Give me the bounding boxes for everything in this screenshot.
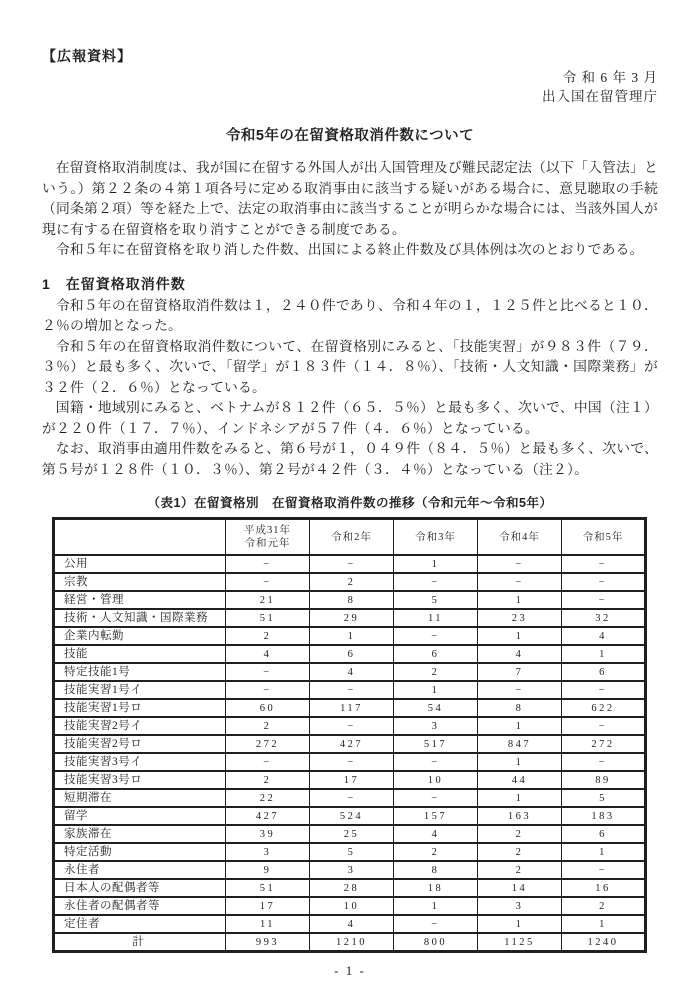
table1-row <box>54 897 646 915</box>
value-cell: − <box>226 573 310 591</box>
value-cell: 1 <box>310 627 394 645</box>
row-label-cell: 留学 <box>54 807 226 825</box>
value-cell: − <box>478 555 562 573</box>
value-cell: 2 <box>478 861 562 879</box>
value-cell: − <box>226 663 310 681</box>
table1-row <box>54 699 646 717</box>
year-column-header: 平成31年 令和元年 <box>226 519 310 556</box>
date-agency-block <box>42 68 658 106</box>
table1-row <box>54 753 646 771</box>
section1-paragraphs <box>42 296 658 481</box>
document-date: 令 和 6 年 3 月 <box>562 70 658 85</box>
value-cell: 2 <box>310 573 394 591</box>
value-cell: 1210 <box>310 933 394 952</box>
value-cell: − <box>310 681 394 699</box>
value-cell: 3 <box>394 717 478 735</box>
value-cell: 3 <box>478 897 562 915</box>
value-cell: 21 <box>226 591 310 609</box>
table1-row <box>54 663 646 681</box>
row-label-cell: 技術・人文知識・国際業務 <box>54 609 226 627</box>
value-cell: 2 <box>478 825 562 843</box>
value-cell: 2 <box>562 897 646 915</box>
year-column-header: 令和2年 <box>310 519 394 556</box>
value-cell: 11 <box>226 915 310 933</box>
value-cell: − <box>394 915 478 933</box>
row-label-cell: 家族滞在 <box>54 825 226 843</box>
value-cell: 427 <box>226 807 310 825</box>
table1-row <box>54 645 646 663</box>
value-cell: − <box>562 681 646 699</box>
value-cell: 54 <box>394 699 478 717</box>
page-number: - 1 - <box>334 963 366 978</box>
value-cell: 1 <box>478 915 562 933</box>
table1-row <box>54 915 646 933</box>
table1-caption: （表1）在留資格別 在留資格取消件数の推移（令和元年～令和5年） <box>147 496 553 510</box>
value-cell: 6 <box>394 645 478 663</box>
value-cell: 1125 <box>478 933 562 952</box>
table1-row <box>54 627 646 645</box>
value-cell: 2 <box>226 771 310 789</box>
value-cell: 5 <box>310 843 394 861</box>
table1-total-row <box>54 933 646 952</box>
row-label-cell: 企業内転勤 <box>54 627 226 645</box>
row-label-cell: 公用 <box>54 555 226 573</box>
value-cell: 7 <box>478 663 562 681</box>
year-column-header: 令和4年 <box>478 519 562 556</box>
table1-header-row <box>54 519 646 556</box>
value-cell: 1 <box>394 681 478 699</box>
row-label-cell: 計 <box>54 933 226 952</box>
press-material-label: 【広報資料】 <box>42 48 132 64</box>
value-cell: 1 <box>394 897 478 915</box>
table1-row <box>54 843 646 861</box>
row-label-cell: 技能実習1号ロ <box>54 699 226 717</box>
row-label-cell: 日本人の配偶者等 <box>54 879 226 897</box>
value-cell: 2 <box>394 663 478 681</box>
row-label-cell: 永住者の配偶者等 <box>54 897 226 915</box>
row-label-cell: 技能実習3号イ <box>54 753 226 771</box>
value-cell: 28 <box>310 879 394 897</box>
value-cell: − <box>310 717 394 735</box>
row-label-cell: 技能 <box>54 645 226 663</box>
value-cell: 17 <box>226 897 310 915</box>
row-label-cell: 技能実習3号ロ <box>54 771 226 789</box>
value-cell: 517 <box>394 735 478 753</box>
value-cell: 6 <box>562 663 646 681</box>
value-cell: 427 <box>310 735 394 753</box>
value-cell: 6 <box>562 825 646 843</box>
value-cell: 622 <box>562 699 646 717</box>
table1-row <box>54 609 646 627</box>
value-cell: 5 <box>562 789 646 807</box>
table1-row <box>54 735 646 753</box>
table1-row <box>54 573 646 591</box>
value-cell: 17 <box>310 771 394 789</box>
value-cell: 39 <box>226 825 310 843</box>
row-label-cell: 定住者 <box>54 915 226 933</box>
table1-row <box>54 771 646 789</box>
value-cell: 1 <box>562 843 646 861</box>
value-cell: − <box>394 753 478 771</box>
value-cell: 14 <box>478 879 562 897</box>
table1-row <box>54 861 646 879</box>
row-label-cell: 技能実習2号イ <box>54 717 226 735</box>
table1-header <box>54 519 646 556</box>
value-cell: 4 <box>478 645 562 663</box>
table1-row <box>54 807 646 825</box>
value-cell: 1 <box>478 591 562 609</box>
value-cell: − <box>478 681 562 699</box>
row-label-cell: 永住者 <box>54 861 226 879</box>
row-label-cell: 特定技能1号 <box>54 663 226 681</box>
revocation-count-table <box>52 517 647 953</box>
page-title: 令和5年の在留資格取消件数について <box>225 128 475 144</box>
table1-row <box>54 591 646 609</box>
value-cell: − <box>226 555 310 573</box>
section1-heading: 1 在留資格取消件数 <box>42 275 186 292</box>
value-cell: 25 <box>310 825 394 843</box>
value-cell: 2 <box>394 843 478 861</box>
value-cell: 4 <box>226 645 310 663</box>
paragraph: なお、取消事由適用件数をみると、第６号が１，０４９件（８４．５％）と最も多く、次いで、第５号が１２８件（１０．３％）、第２号が４２件（３．４％）となっている（注２）。 <box>42 441 658 477</box>
value-cell: 23 <box>478 609 562 627</box>
value-cell: 11 <box>394 609 478 627</box>
value-cell: 3 <box>226 843 310 861</box>
value-cell: 4 <box>310 915 394 933</box>
value-cell: 16 <box>562 879 646 897</box>
value-cell: 4 <box>310 663 394 681</box>
table1-row <box>54 717 646 735</box>
value-cell: 89 <box>562 771 646 789</box>
value-cell: − <box>478 573 562 591</box>
value-cell: 32 <box>562 609 646 627</box>
value-cell: 44 <box>478 771 562 789</box>
value-cell: 6 <box>310 645 394 663</box>
value-cell: 9 <box>226 861 310 879</box>
value-cell: 22 <box>226 789 310 807</box>
row-label-cell: 短期滞在 <box>54 789 226 807</box>
value-cell: 18 <box>394 879 478 897</box>
value-cell: 8 <box>478 699 562 717</box>
value-cell: 2 <box>226 717 310 735</box>
value-cell: 1 <box>562 645 646 663</box>
value-cell: 10 <box>310 897 394 915</box>
issuing-agency: 出入国在留管理庁 <box>542 89 658 104</box>
year-column-header: 令和5年 <box>562 519 646 556</box>
row-label-cell: 経営・管理 <box>54 591 226 609</box>
value-cell: 3 <box>310 861 394 879</box>
value-cell: − <box>562 861 646 879</box>
value-cell: 1240 <box>562 933 646 952</box>
row-label-cell: 技能実習2号ロ <box>54 735 226 753</box>
value-cell: 1 <box>478 717 562 735</box>
value-cell: 800 <box>394 933 478 952</box>
value-cell: − <box>226 753 310 771</box>
value-cell: − <box>562 717 646 735</box>
value-cell: − <box>562 591 646 609</box>
value-cell: 10 <box>394 771 478 789</box>
value-cell: − <box>226 681 310 699</box>
row-label-cell: 技能実習1号イ <box>54 681 226 699</box>
value-cell: − <box>562 573 646 591</box>
value-cell: − <box>394 789 478 807</box>
value-cell: 993 <box>226 933 310 952</box>
table1-body <box>54 555 646 952</box>
paragraph: 在留資格取消制度は、我が国に在留する外国人が出入国管理及び難民認定法（以下「入管法」という。）第２２条の４第１項各号に定める取消事由に該当する疑いがある場合に、意見聴取の手続（同条第２項）等を経た上で、法定の取消事由に該当することが明らかな場合には、当該外国人が現に有する在留資格を取り消すことができる制度である。 <box>42 160 658 237</box>
table1-row <box>54 555 646 573</box>
value-cell: 2 <box>478 843 562 861</box>
value-cell: − <box>562 753 646 771</box>
value-cell: 157 <box>394 807 478 825</box>
year-column-header: 令和3年 <box>394 519 478 556</box>
value-cell: 60 <box>226 699 310 717</box>
value-cell: 5 <box>394 591 478 609</box>
value-cell: − <box>310 555 394 573</box>
paragraph: 令和５年の在留資格取消件数について、在留資格別にみると、「技能実習」が９８３件（７９．３％）と最も多く、次いで、「留学」が１８３件（１４．８％）、「技術・人文知識・国際業務」が３２件（２．６％）となっている。 <box>42 338 658 395</box>
paragraph: 令和５年の在留資格取消件数は１，２４０件であり、令和４年の１，１２５件と比べると１０．２％の増加となった。 <box>42 297 658 333</box>
value-cell: 847 <box>478 735 562 753</box>
value-cell: 8 <box>394 861 478 879</box>
table1-corner-cell <box>54 519 226 556</box>
table1-row <box>54 879 646 897</box>
value-cell: − <box>310 753 394 771</box>
value-cell: 4 <box>562 627 646 645</box>
value-cell: 1 <box>394 555 478 573</box>
value-cell: 8 <box>310 591 394 609</box>
row-label-cell: 宗教 <box>54 573 226 591</box>
paragraph: 国籍・地域別にみると、ベトナムが８１２件（６５．５％）と最も多く、次いで、中国（注１）が２２０件（１７．７％）、インドネシアが５７件（４．６％）となっている。 <box>42 400 658 436</box>
table1-row <box>54 789 646 807</box>
value-cell: 1 <box>562 915 646 933</box>
value-cell: 2 <box>226 627 310 645</box>
intro-paragraphs <box>42 158 658 261</box>
value-cell: 183 <box>562 807 646 825</box>
value-cell: 163 <box>478 807 562 825</box>
value-cell: 272 <box>562 735 646 753</box>
value-cell: − <box>310 789 394 807</box>
value-cell: 4 <box>394 825 478 843</box>
value-cell: 117 <box>310 699 394 717</box>
value-cell: 51 <box>226 879 310 897</box>
value-cell: 29 <box>310 609 394 627</box>
value-cell: 272 <box>226 735 310 753</box>
value-cell: 1 <box>478 789 562 807</box>
row-label-cell: 特定活動 <box>54 843 226 861</box>
value-cell: − <box>394 573 478 591</box>
paragraph: 令和５年に在留資格を取り消した件数、出国による終止件数及び具体例は次のとおりである。 <box>55 242 644 257</box>
value-cell: 1 <box>478 627 562 645</box>
value-cell: 51 <box>226 609 310 627</box>
value-cell: − <box>562 555 646 573</box>
value-cell: 1 <box>478 753 562 771</box>
table1-row <box>54 825 646 843</box>
table1-row <box>54 681 646 699</box>
value-cell: − <box>394 627 478 645</box>
value-cell: 524 <box>310 807 394 825</box>
